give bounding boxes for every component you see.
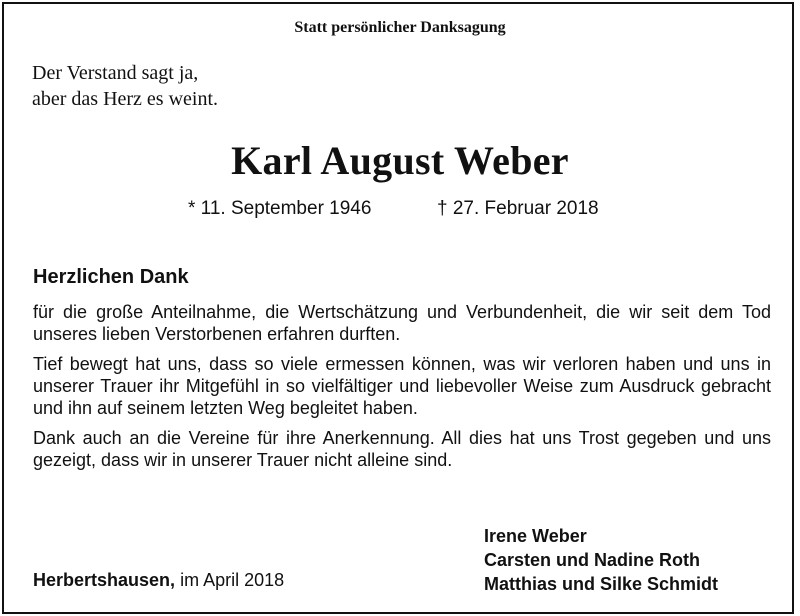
thanks-paragraph-1: für die große Anteilnahme, die Wertschätzung und Verbundenheit, die wir seit dem Tod unseres lieben Verstorbenen erfahren durften. (33, 302, 771, 344)
signoff (33, 570, 284, 591)
motto (32, 60, 218, 112)
signer-1: Irene Weber (484, 526, 587, 546)
signer-3: Matthias und Silke Schmidt (484, 574, 719, 594)
motto-line-1: Der Verstand sagt ja, (32, 62, 199, 84)
signers (484, 524, 718, 596)
thanks-body (33, 301, 771, 479)
thanks-paragraph-3: Dank auch an die Vereine für ihre Anerkennung. All dies hat uns Trost gegeben und uns gezeigt, dass wir in unserer Trauer nicht alleine sind. (33, 428, 771, 470)
thanks-title: Herzlichen Dank (33, 266, 189, 288)
death-date: † 27. Februar 2018 (437, 198, 599, 219)
birth-date: * 11. September 1946 (188, 198, 372, 219)
header-title: Statt persönlicher Danksagung (294, 19, 506, 36)
signoff-place: Herbertshausen, (33, 570, 176, 590)
signer-2: Carsten und Nadine Roth (484, 550, 701, 570)
thanks-paragraph-2: Tief bewegt hat uns, dass so viele ermessen können, was wir verloren haben und uns in unserer Trauer ihr Mitgefühl in so vielfältiger und liebevoller Weise zum Ausdruck gebracht und ihn auf seinem letzten Weg begleitet haben. (33, 354, 771, 418)
signoff-date: im April 2018 (180, 570, 285, 590)
deceased-name: Karl August Weber (231, 138, 569, 183)
motto-line-2: aber das Herz es weint. (32, 88, 219, 110)
